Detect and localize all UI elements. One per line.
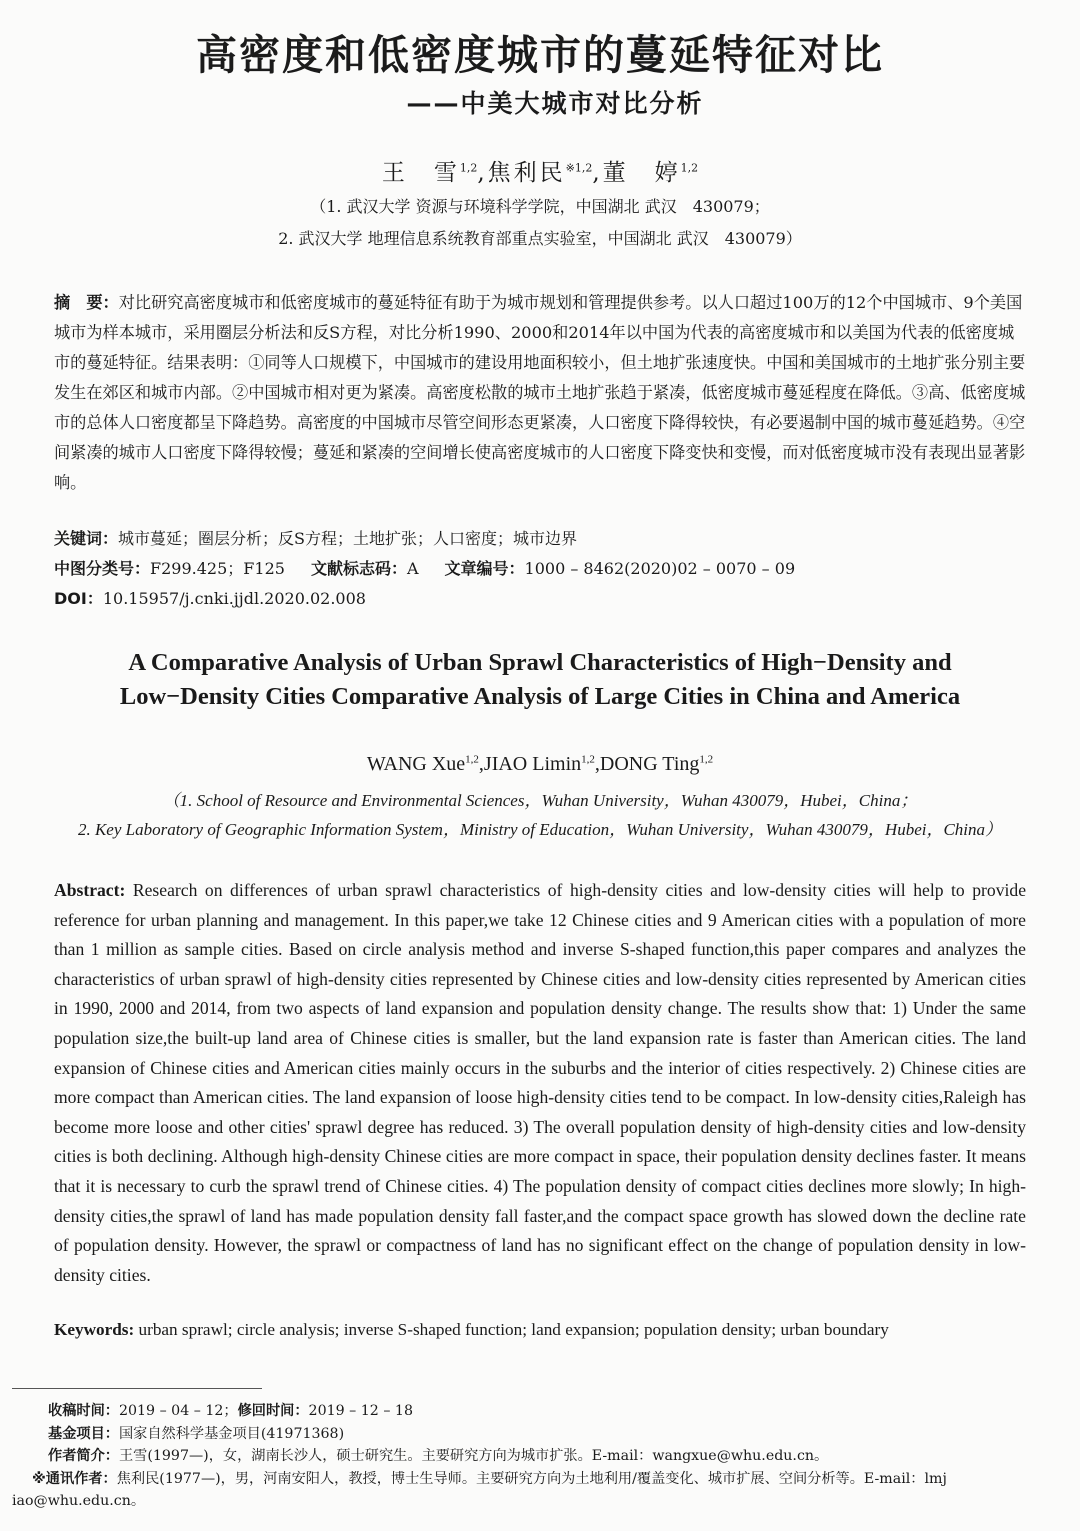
english-title [0, 646, 1080, 714]
author-name: JIAO Limin [483, 753, 582, 775]
english-keywords [54, 1320, 1034, 1340]
clc-value: F299.425；F125 [150, 559, 285, 578]
doi-line [54, 586, 1026, 609]
classification-line [54, 556, 1026, 579]
corresponding-text: 焦利民(1977—)，男，河南安阳人，教授，博士生导师。主要研究方向为土地利用/覆盖变化、城市扩展、空间分析等。E-mail：lmj [116, 1470, 947, 1487]
revised-label: 修回时间： [237, 1403, 309, 1419]
chinese-subtitle: ——中美大城市对比分析 [406, 89, 704, 118]
received-label: 收稿时间： [48, 1403, 119, 1419]
abstract-label: Abstract: [54, 880, 126, 900]
author-affiliation-mark: 1,2 [459, 161, 478, 175]
author-name: 董 婷 [602, 160, 681, 186]
footnote-corresponding [12, 1468, 1068, 1491]
keywords-label: Keywords: [54, 1320, 135, 1339]
doc-code-value: A [406, 559, 419, 578]
keywords-label: 关键词： [54, 529, 119, 548]
revised-date: 2019 – 12 – 18 [308, 1403, 413, 1419]
received-date: 2019 – 04 – 12； [118, 1403, 238, 1419]
article-number-label: 文章编号： [444, 559, 525, 578]
author-affiliation-mark: 1,2 [680, 161, 699, 175]
chinese-affiliation-2: 2. 武汉大学 地理信息系统教育部重点实验室，中国湖北 武汉 430079） [278, 229, 802, 248]
author-bio-text: 王雪(1997—)，女，湖南长沙人，硕士研究生。主要研究方向为城市扩张。E-mail：wangxue@whu.edu.cn。 [118, 1448, 829, 1464]
chinese-title: 高密度和低密度城市的蔓延特征对比 [196, 31, 884, 79]
author-name: 王 雪 [381, 160, 460, 186]
footnote-author [12, 1445, 1068, 1468]
abstract-label: 摘 要： [54, 293, 119, 312]
footnote-divider [12, 1388, 262, 1389]
author-affiliation-mark: ※1,2 [565, 161, 593, 175]
author-bio-label: 作者简介： [48, 1448, 119, 1464]
english-affiliation-1: （1. School of Resource and Environmental Sciences，Wuhan University，Wuhan 430079，Hubei，China； [162, 791, 918, 810]
author-name: DONG Ting [599, 753, 700, 775]
english-abstract [54, 876, 1026, 1290]
corresponding-label: ※通讯作者： [32, 1470, 117, 1487]
author-affiliation-mark: 1,2 [581, 753, 595, 766]
footnote-corresponding-continued: iao@whu.edu.cn。 [12, 1493, 146, 1509]
keywords-text: urban sprawl; circle analysis; inverse S-shaped function; land expansion; population density; urban boundary [138, 1320, 889, 1339]
english-author-list: WANG Xue$^{1,2}$,JIAO Limin$^{1,2}$,DONG Ting$^{1,2}$ [366, 753, 714, 775]
doi-value: 10.15957/j.cnki.jjdl.2020.02.008 [102, 589, 366, 608]
author-affiliation-mark: 1,2 [465, 753, 479, 766]
footnote-fund [12, 1423, 1068, 1446]
english-title-line-2: Low−Density Cities Comparative Analysis of Large Cities in China and America [119, 683, 961, 710]
chinese-affiliation-1: （1. 武汉大学 资源与环境科学学院，中国湖北 武汉 430079； [310, 197, 770, 216]
chinese-author-list: 王 雪$^{1,2}$,焦利民$^{※1,2}$,董 婷$^{1,2}$ [381, 160, 699, 186]
doc-code-label: 文献标志码： [310, 559, 407, 578]
abstract-text: Research on differences of urban sprawl characteristics of high-density cities and low-density cities will help to provide reference for urban planning and management. In this paper,we take 12 Chinese cities and 9 American cities with a population of more than 1 million as sample cities. Based on circle analysis method and inverse S-shaped function,this paper compares and analyzes the characteristics of urban sprawl of high-density cities represented by Chinese cities and low-density cities represented by American cities in 1990, 2000 and 2014, from two aspects of land expansion and population density change. The results show that: 1) Under the same population size,the built-up land area of Chinese cities is smaller, but the land expansion rate is faster than American cities. The land expansion of Chinese cities and American cities mainly occurs in the suburbs and the interior of cities respectively. 2) Chinese cities are more compact than American cities. The land expansion of loose high-density cities tend to be compact. In low-density cities,Raleigh has become more loose and other cities' sprawl degree has reduced. 3) The overall population density of high-density cities and low-density cities is both declining. Although high-density Chinese cities are more compact in space, their population density declines faster. It means that it is necessary to curb the sprawl trend of Chinese cities. 4) The population density of compact cities declines more slowly; In high-density cities,the sprawl of land has made population density fall faster,and the compact space growth has slowed down the decline rate of population density. However, the sprawl or compactness of land has no significant effect on the change of population density in low-density cities. [54, 880, 1027, 1285]
abstract-text: 对比研究高密度城市和低密度城市的蔓延特征有助于为城市规划和管理提供参考。以人口超过100万的12个中国城市、9个美国城市为样本城市，采用圈层分析法和反S方程，对比分析1990、2000和2014年以中国为代表的高密度城市和以美国为代表的低密度城市的蔓延特征。结果表明：①同等人口规模下，中国城市的建设用地面积较小，但土地扩张速度快。中国和美国城市的土地扩张分别主要发生在郊区和城市内部。②中国城市相对更为紧凑。高密度松散的城市土地扩张趋于紧凑，低密度城市蔓延程度在降低。③高、低密度城市的总体人口密度都呈下降趋势。高密度的中国城市尽管空间形态更紧凑，人口密度下降得较快，有必要遏制中国的城市蔓延趋势。④空间紧凑的城市人口密度下降得较慢；蔓延和紧凑的空间增长使高密度城市的人口密度下降变快和变慢，而对低密度城市没有表现出显著影响。 [54, 293, 1026, 492]
footnote-dates [12, 1400, 1068, 1423]
fund-text: 国家自然科学基金项目(41971368) [118, 1425, 345, 1442]
chinese-keywords [54, 526, 1026, 549]
chinese-abstract [54, 288, 1026, 498]
author-affiliation-mark: 1,2 [699, 753, 714, 766]
doi-label: DOI： [54, 589, 103, 608]
article-number-value: 1000 – 8462(2020)02 – 0070 – 09 [524, 559, 796, 578]
keywords-text: 城市蔓延；圈层分析；反S方程；土地扩张；人口密度；城市边界 [118, 529, 577, 548]
clc-label: 中图分类号： [54, 559, 151, 578]
english-title-line-1: A Comparative Analysis of Urban Sprawl Characteristics of High−Density and [128, 649, 952, 676]
fund-label: 基金项目： [48, 1425, 119, 1442]
author-name: WANG Xue [366, 753, 466, 775]
footnotes [12, 1400, 1068, 1513]
author-name: 焦利民 [487, 160, 566, 186]
english-affiliation-2: 2. Key Laboratory of Geographic Information System，Ministry of Education，Wuhan University，Wuhan 430079，Hubei，China） [77, 820, 1003, 839]
